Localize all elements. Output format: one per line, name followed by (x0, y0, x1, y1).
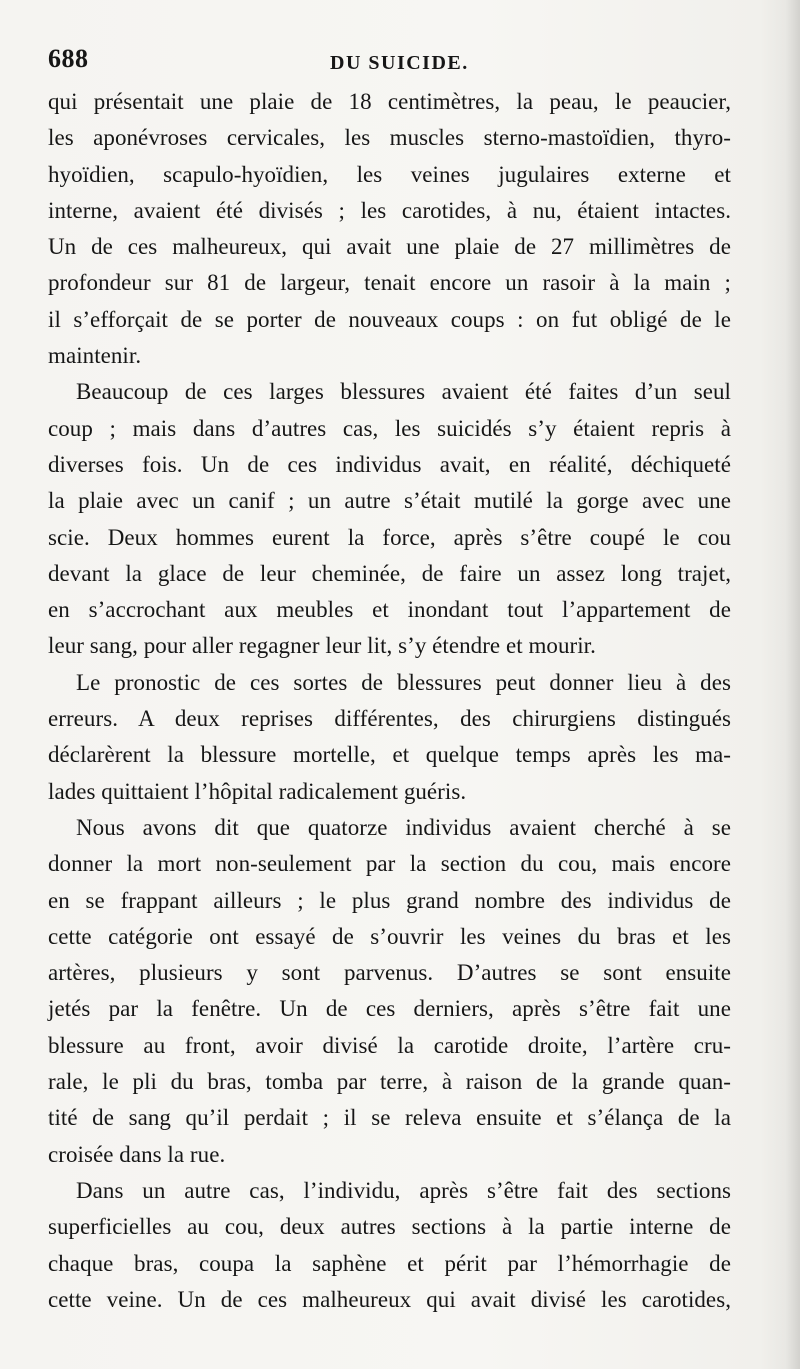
text-line: en s’accrochant aux meubles et inondant tout l’appartement de (48, 597, 731, 623)
text-line: Le pronostic de ces sortes de blessures peut donner lieu à des (76, 669, 731, 695)
text-line: Dans un autre cas, l’individu, après s’être fait des sections (76, 1177, 731, 1203)
text-line: les aponévroses cervicales, les muscles sterno-mastoïdien, thyro- (48, 125, 731, 151)
text-line: Nous avons dit que quatorze individus avaient cherché à se (76, 814, 731, 840)
text-line: Beaucoup de ces larges blessures avaient été faites d’un seul (76, 379, 731, 405)
text-line: tité de sang qu’il perdait ; il se releva ensuite et s’élança de la (48, 1105, 731, 1131)
text-line: hyoïdien, scapulo-hyoïdien, les veines jugulaires externe et (48, 161, 731, 187)
text-line: devant la glace de leur cheminée, de faire un assez long trajet, (48, 560, 731, 586)
text-line: blessure au front, avoir divisé la carotide droite, l’artère cru- (48, 1032, 731, 1058)
paragraph-2 (48, 374, 731, 664)
text-line: cette veine. Un de ces malheureux qui avait divisé les carotides, (48, 1286, 731, 1312)
page-edge (786, 0, 800, 1369)
paragraph-3 (48, 665, 731, 810)
text-line: donner la mort non-seulement par la section du cou, mais encore (48, 851, 731, 877)
text-line: artères, plusieurs y sont parvenus. D’autres se sont ensuite (48, 960, 731, 986)
text-line: superficielles au cou, deux autres sections à la partie interne de (48, 1214, 731, 1240)
text-line: coup ; mais dans d’autres cas, les suicidés s’y étaient repris à (48, 415, 731, 441)
page-number: 688 (48, 44, 89, 73)
text-line: cette catégorie ont essayé de s’ouvrir les veines du bras et les (48, 923, 731, 949)
paragraph-1 (48, 84, 731, 374)
text-line: la plaie avec un canif ; un autre s’était mutilé la gorge avec une (48, 488, 731, 514)
text-line: il s’efforçait de se porter de nouveaux coups : on fut obligé de le (48, 306, 731, 332)
running-head (48, 44, 733, 80)
paragraph-5 (48, 1173, 731, 1318)
text-line: erreurs. A deux reprises différentes, des chirurgiens distingués (48, 706, 731, 732)
running-title: DU SUICIDE. (330, 52, 469, 74)
text-line: maintenir. (48, 343, 142, 369)
text-line: déclarèrent la blessure mortelle, et quelque temps après les ma- (48, 742, 731, 768)
text-line: chaque bras, coupa la saphène et périt par l’hémorrhagie de (48, 1250, 731, 1276)
text-line: profondeur sur 81 de largeur, tenait encore un rasoir à la main ; (48, 270, 731, 296)
text-line: rale, le pli du bras, tomba par terre, à raison de la grande quan- (48, 1069, 731, 1095)
text-line: leur sang, pour aller regagner leur lit, s’y étendre et mourir. (48, 633, 596, 659)
text-line: qui présentait une plaie de 18 centimètres, la peau, le peaucier, (48, 89, 731, 114)
text-line: scie. Deux hommes eurent la force, après s’être coupé le cou (48, 524, 731, 550)
text-line: croisée dans la rue. (48, 1141, 226, 1167)
text-line: Un de ces malheureux, qui avait une plaie de 27 millimètres de (48, 234, 731, 260)
body-text (48, 84, 731, 1318)
text-line: lades quittaient l’hôpital radicalement guéris. (48, 778, 467, 804)
text-line: en se frappant ailleurs ; le plus grand nombre des individus de (48, 887, 731, 913)
text-line: interne, avaient été divisés ; les carotides, à nu, étaient intactes. (48, 197, 731, 223)
paragraph-4 (48, 810, 731, 1173)
text-line: diverses fois. Un de ces individus avait, en réalité, déchiqueté (48, 451, 731, 477)
text-line: jetés par la fenêtre. Un de ces derniers, après s’être fait une (48, 996, 731, 1022)
